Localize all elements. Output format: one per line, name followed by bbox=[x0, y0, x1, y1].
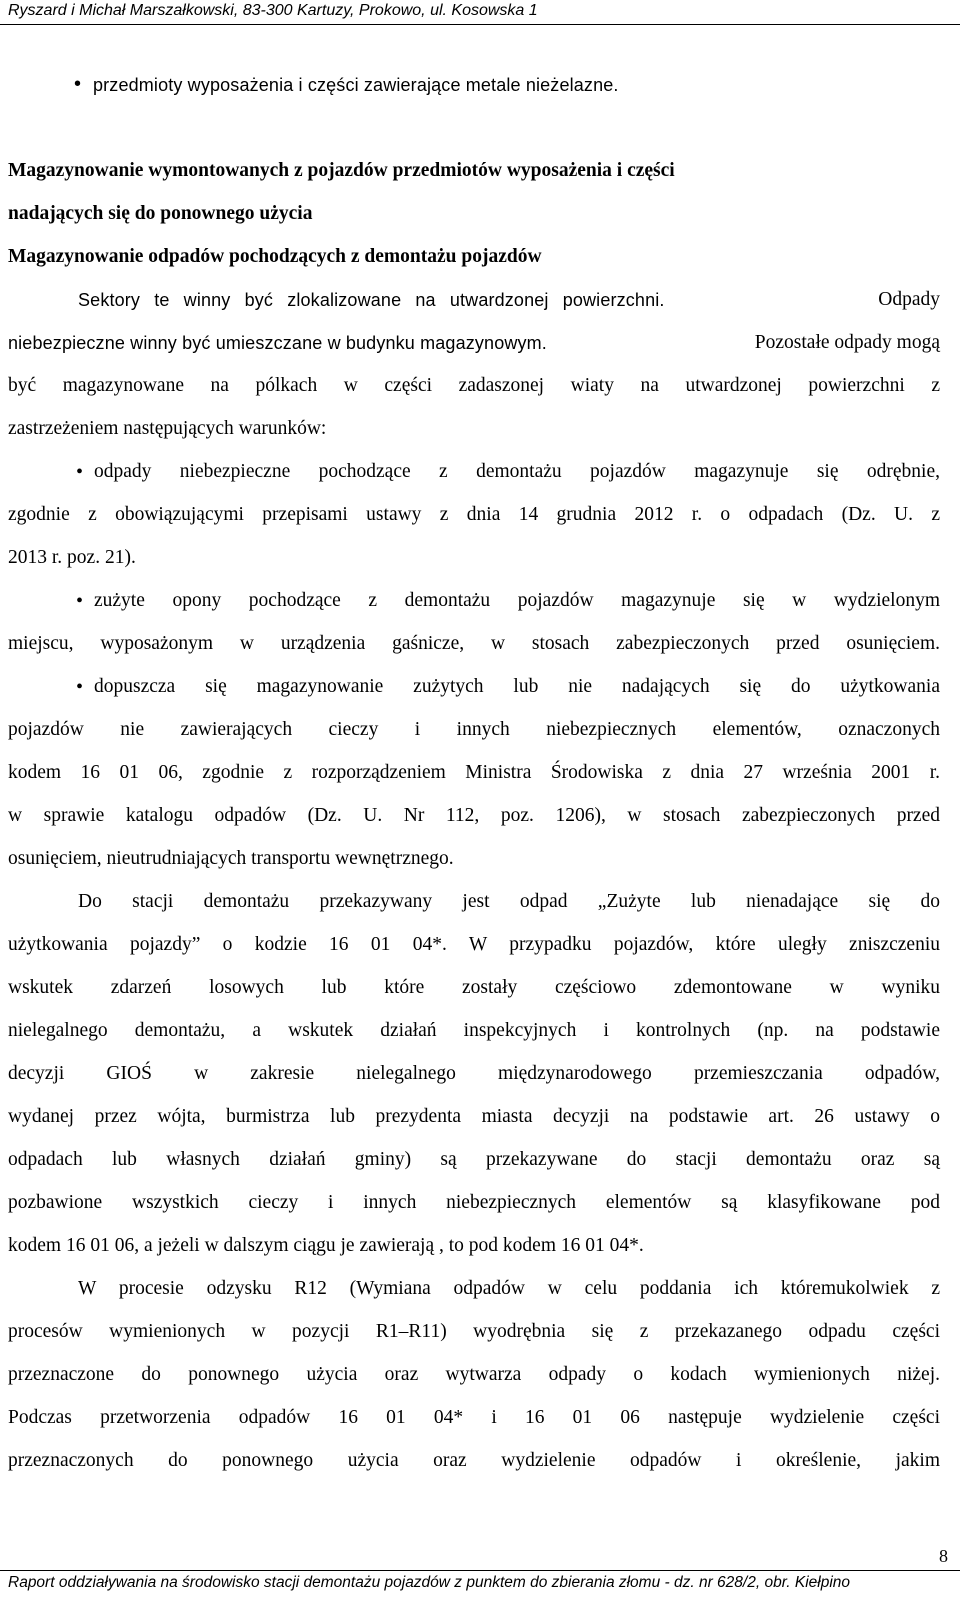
paragraph-line: osunięciem, nieutrudniających transportu wewnętrznego. bbox=[8, 848, 454, 869]
paragraph-line: być magazynowane na pólkach w części zadaszonej wiaty na utwardzonej powierzchni z bbox=[8, 375, 940, 396]
paragraph-line: przeznaczone do ponownego użycia oraz wytwarza odpady o kodach wymienionych niżej. bbox=[8, 1364, 940, 1385]
paragraph-line: procesów wymienionych w pozycji R1–R11) wyodrębnia się z przekazanego odpadu części bbox=[8, 1321, 940, 1342]
serif-text: Odpady bbox=[878, 289, 940, 310]
header-rule bbox=[0, 24, 960, 25]
serif-text: Pozostałe odpady mogą bbox=[754, 332, 940, 353]
paragraph-line: kodem 16 01 06, zgodnie z rozporządzeniem Ministra Środowiska z dnia 27 września 2001 r. bbox=[8, 762, 940, 783]
paragraph-line: nielegalnego demontażu, a wskutek działań inspekcyjnych i kontrolnych (np. na podstawie bbox=[8, 1020, 940, 1041]
bullet-icon: • bbox=[76, 676, 84, 698]
paragraph-line: przeznaczonych do ponownego użycia oraz wydzielenie odpadów i określenie, jakim bbox=[8, 1450, 940, 1471]
bullet-icon: • bbox=[76, 461, 84, 483]
paragraph-line bbox=[8, 329, 940, 357]
paragraph-line: pojazdów nie zawierających cieczy i innych niebezpiecznych elementów, oznaczonych bbox=[8, 719, 940, 740]
heading-line: Magazynowanie odpadów pochodzących z demontażu pojazdów bbox=[8, 246, 542, 267]
paragraph-line: odpadach lub własnych działań gminy) są przekazywane do stacji demontażu oraz są bbox=[8, 1149, 940, 1170]
bullet-icon: • bbox=[76, 590, 84, 612]
bullet-icon: • bbox=[74, 73, 82, 95]
paragraph-line: Podczas przetworzenia odpadów 16 01 04* i 16 01 06 następuje wydzielenie części bbox=[8, 1407, 940, 1428]
paragraph-line: wskutek zdarzeń losowych lub które zostały częściowo zdemontowane w wyniku bbox=[8, 977, 940, 998]
paragraph-line: pozbawione wszystkich cieczy i innych niebezpiecznych elementów są klasyfikowane pod bbox=[8, 1192, 940, 1213]
paragraph-line: wydanej przez wójta, burmistrza lub prezydenta miasta decyzji na podstawie art. 26 ustawy o bbox=[8, 1106, 940, 1127]
bullet-line: dopuszcza się magazynowanie zużytych lub nie nadających się do użytkowania bbox=[94, 676, 940, 697]
paragraph-line bbox=[78, 286, 940, 314]
bullet-line: zużyte opony pochodzące z demontażu pojazdów magazynuje się w wydzielonym bbox=[94, 590, 940, 611]
paragraph-line: zastrzeżeniem następujących warunków: bbox=[8, 418, 327, 439]
page-footer: Raport oddziaływania na środowisko stacji demontażu pojazdów z punktem do zbierania złomu - dz. nr 628/2, obr. Kiełpino bbox=[8, 1574, 851, 1591]
heading-line: Magazynowanie wymontowanych z pojazdów przedmiotów wyposażenia i części bbox=[8, 160, 675, 181]
paragraph-line: Do stacji demontażu przekazywany jest odpad „Zużyte lub nienadające się do bbox=[78, 891, 940, 912]
paragraph-line: W procesie odzysku R12 (Wymiana odpadów w celu poddania ich któremukolwiek z bbox=[78, 1278, 940, 1299]
heading-line: nadających się do ponownego użycia bbox=[8, 203, 313, 224]
bullet-line: przedmioty wyposażenia i części zawierające metale nieżelazne. bbox=[93, 75, 619, 95]
page-header: Ryszard i Michał Marszałkowski, 83-300 Kartuzy, Prokowo, ul. Kosowska 1 bbox=[8, 2, 538, 19]
footer-rule bbox=[0, 1570, 960, 1571]
paragraph-line: w sprawie katalogu odpadów (Dz. U. Nr 112, poz. 1206), w stosach zabezpieczonych przed bbox=[8, 805, 940, 826]
paragraph-line: kodem 16 01 06, a jeżeli w dalszym ciągu je zawierają , to pod kodem 16 01 04*. bbox=[8, 1235, 644, 1256]
bullet-line: odpady niebezpieczne pochodzące z demontażu pojazdów magazynuje się odrębnie, bbox=[94, 461, 940, 482]
paragraph-line: 2013 r. poz. 21). bbox=[8, 547, 136, 568]
paragraph-line: decyzji GIOŚ w zakresie nielegalnego międzynarodowego przemieszczania odpadów, bbox=[8, 1063, 940, 1084]
sans-text: niebezpieczne winny być umieszczane w budynku magazynowym. bbox=[8, 333, 547, 353]
page-number: 8 bbox=[939, 1546, 948, 1566]
paragraph-line: użytkowania pojazdy” o kodzie 16 01 04*. W przypadku pojazdów, które uległy zniszczeniu bbox=[8, 934, 940, 955]
sans-text: Sektory te winny być zlokalizowane na utwardzonej powierzchni. bbox=[78, 290, 665, 310]
paragraph-line: miejscu, wyposażonym w urządzenia gaśnicze, w stosach zabezpieczonych przed osunięciem. bbox=[8, 633, 940, 654]
paragraph-line: zgodnie z obowiązującymi przepisami ustawy z dnia 14 grudnia 2012 r. o odpadach (Dz. U. z bbox=[8, 504, 940, 525]
